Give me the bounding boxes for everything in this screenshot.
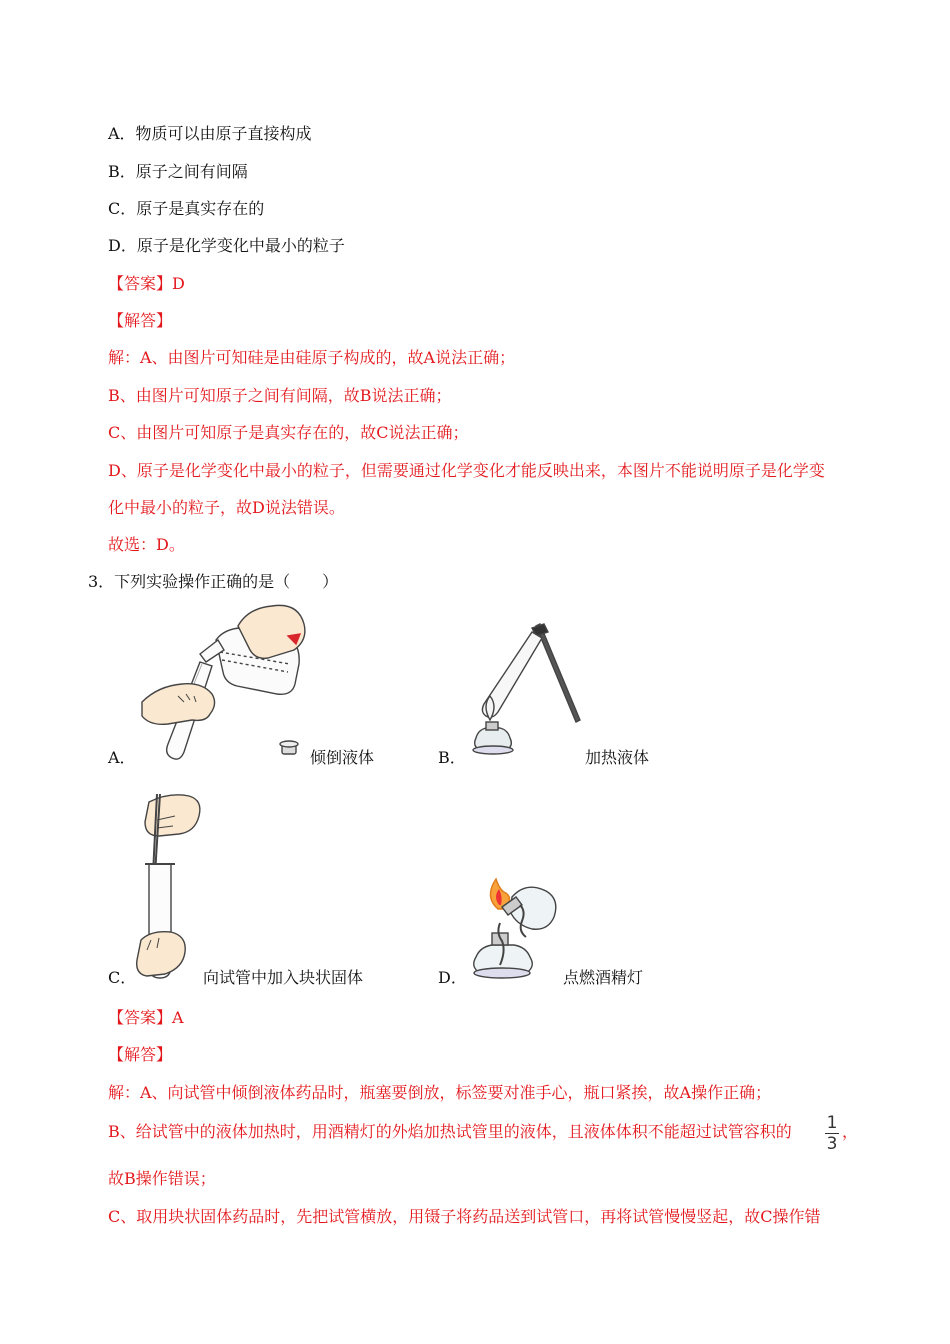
q3-option-a-label: A． [108, 748, 136, 767]
pouring-liquid-illustration [138, 600, 308, 762]
q3-analysis-heading: 【解答】 [108, 1045, 173, 1064]
q3-analysis-line-3: 故B操作错误； [108, 1169, 216, 1188]
add-block-solid-illustration [135, 790, 205, 985]
heating-liquid-illustration [470, 618, 585, 763]
q2-analysis-line-2: B、由图片可知原子之间有间隔，故B说法正确； [108, 386, 452, 405]
q3-option-c-label: C． [108, 968, 137, 987]
q3-analysis-line-4: C、取用块状固体药品时，先把试管横放，用镊子将药品送到试管口，再将试管慢慢竖起，故C操作错 [108, 1207, 821, 1226]
q3-option-a-caption: 倾倒液体 [310, 748, 375, 767]
q3-analysis-line-1: 解：A、向试管中倾倒液体药品时，瓶塞要倒放，标签要对准手心，瓶口紧挨，故A操作正确； [108, 1083, 772, 1102]
q3-option-b-caption: 加热液体 [585, 748, 650, 767]
q3-analysis-line-2: B、给试管中的液体加热时，用酒精灯的外焰加热试管里的液体，且液体体积不能超过试管容积的 [108, 1122, 792, 1141]
q2-analysis-line-3: C、由图片可知原子是真实存在的，故C说法正确； [108, 423, 469, 442]
q2-analysis-line-6: 故选：D。 [108, 535, 185, 554]
q2-analysis-line-4: D、原子是化学变化中最小的粒子，但需要通过化学变化才能反映出来，本图片不能说明原子是化学变 [108, 461, 825, 480]
q3-stem: 3．下列实验操作正确的是（ ） [88, 572, 339, 591]
q2-analysis-heading: 【解答】 [108, 311, 173, 330]
q2-analysis-line-1: 解：A、由图片可知硅是由硅原子构成的，故A说法正确； [108, 348, 516, 367]
one-third-fraction [823, 1114, 841, 1153]
q3-option-d-label: D． [438, 968, 467, 987]
lighting-alcohol-lamp-illustration [468, 875, 563, 980]
q3-answer: 【答案】A [108, 1008, 184, 1027]
q2-option-d: D．原子是化学变化中最小的粒子 [108, 236, 345, 255]
q3-option-d-caption: 点燃酒精灯 [563, 968, 644, 987]
q2-option-c: C．原子是真实存在的 [108, 199, 265, 218]
q2-option-a: A．物质可以由原子直接构成 [108, 124, 312, 143]
q3-analysis-line-2-end: ， [842, 1122, 859, 1141]
q3-option-c-caption: 向试管中加入块状固体 [203, 968, 364, 987]
q2-analysis-line-5: 化中最小的粒子，故D说法错误。 [108, 498, 345, 517]
q2-answer: 【答案】D [108, 274, 185, 293]
q2-option-b: B．原子之间有间隔 [108, 162, 248, 181]
fraction-denominator: 3 [826, 1134, 838, 1154]
fraction-numerator: 1 [826, 1113, 838, 1133]
q3-option-b-label: B． [438, 748, 466, 767]
